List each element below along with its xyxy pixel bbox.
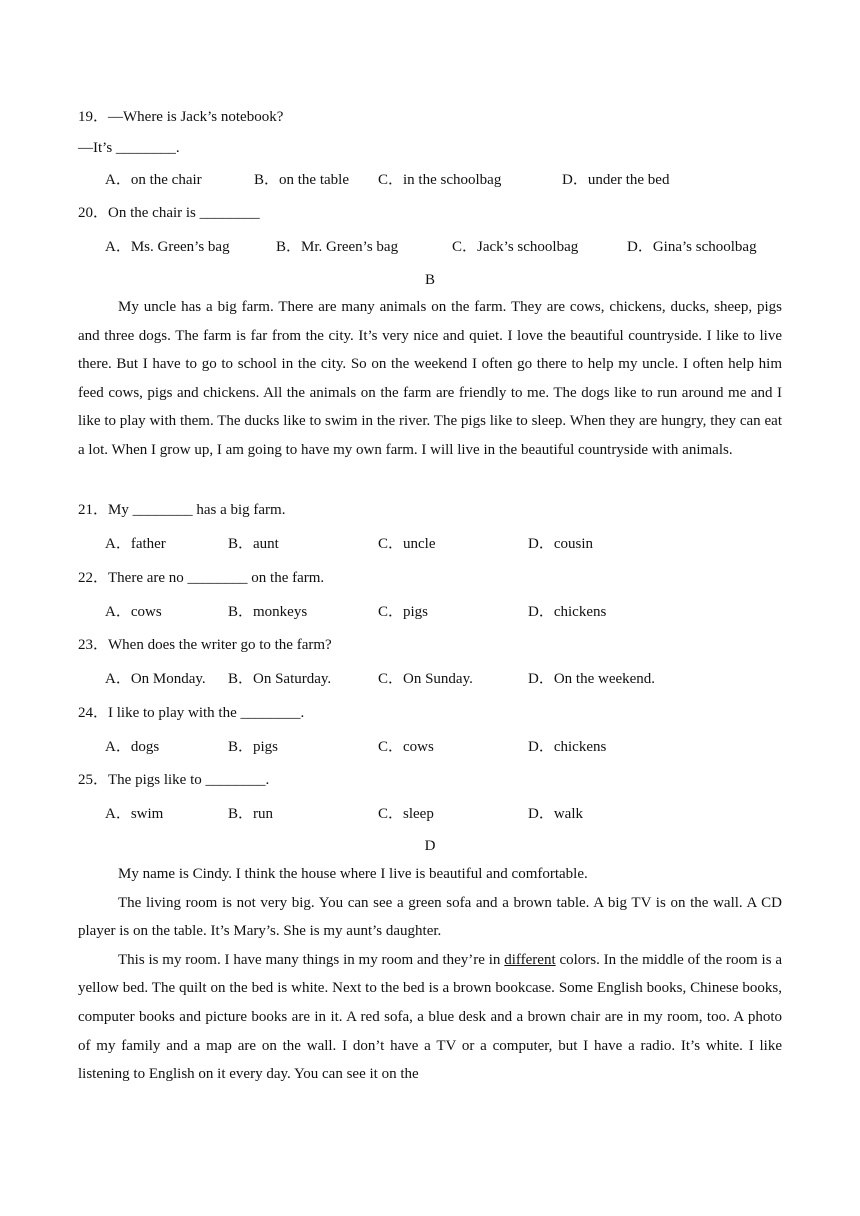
question-19-option-b: B．on the table [254,172,349,188]
section-d-paragraph-1: My name is Cindy. I think the house where I live is beautiful and comfortable. [118,866,588,882]
question-22-option-a: A．cows [105,604,162,620]
question-20-option-b: B．Mr. Green’s bag [276,239,399,255]
section-b-passage [78,293,782,465]
question-20-stem: 20．On the chair is ________ [78,205,260,221]
paragraph-3-text-start: This is my room. I have many things in my room and they’re in [118,951,505,968]
paragraph-3-text-end: colors. In the middle of the room is a yellow bed. The quilt on the bed is white. Next to the bed is a brown bookcase. Some English books, Chinese books, computer books and picture books are in it. A red sofa, a blue desk and a brown chair are in my room, too. A photo of my family and a map are on the wall. I don’t have a TV or a computer, but I have a radio. It’s white. I like listening to English on it every day. You can see it on the [78,951,782,1083]
question-24-option-c: C．cows [378,739,434,755]
section-d-paragraph-3 [78,946,782,1089]
section-d-paragraph-2: The living room is not very big. You can see a green sofa and a brown table. A big TV is on the wall. A CD player is on the table. It’s Mary’s. She is my aunt’s daughter. [78,894,782,940]
question-22-option-b: B．monkeys [228,604,308,620]
question-19-stem: 19．—Where is Jack’s notebook? [78,109,284,125]
question-23-stem: 23．When does the writer go to the farm? [78,637,332,653]
question-23-option-b: B．On Saturday. [228,671,332,687]
question-21-option-d: D．cousin [528,536,593,552]
question-24-stem: 24．I like to play with the ________. [78,705,305,721]
question-25-stem: 25．The pigs like to ________. [78,772,270,788]
question-25-option-c: C．sleep [378,806,434,822]
question-21-stem: 21．My ________ has a big farm. [78,502,286,518]
section-d-heading: D [424,838,436,854]
question-24-option-a: A．dogs [105,739,160,755]
question-22-stem: 22．There are no ________ on the farm. [78,570,325,586]
question-20-option-a: A．Ms. Green’s bag [105,239,230,255]
question-20-option-c: C．Jack’s schoolbag [452,239,579,255]
question-20-option-d: D．Gina’s schoolbag [627,239,757,255]
section-d-passage [78,860,782,1089]
question-25-option-d: D．walk [528,806,583,822]
question-23-option-c: C．On Sunday. [378,671,473,687]
section-b-paragraph: My uncle has a big farm. There are many animals on the farm. They are cows, chickens, ducks, sheep, pigs and three dogs. The farm is far from the city. It’s very nice and quiet. I love the beautiful countryside. I like to live there. But I have to go to school in the city. So on the weekend I often go there to help my uncle. I often help him feed cows, pigs and chickens. All the animals on the farm are friendly to me. The dogs like to run around me and I like to play with them. The ducks like to swim in the river. The pigs like to sleep. When they are hungry, they can eat a lot. When I grow up, I am going to have my own farm. I will live in the beautiful countryside with animals. [78,299,782,458]
question-23-option-d: D．On the weekend. [528,671,656,687]
question-19-answer-line: —It’s ________. [78,140,180,156]
question-22-option-c: C．pigs [378,604,429,620]
question-21-option-b: B．aunt [228,536,279,552]
question-24-option-d: D．chickens [528,739,607,755]
question-25-option-b: B．run [228,806,274,822]
question-21-option-c: C．uncle [378,536,436,552]
question-24-option-b: B．pigs [228,739,279,755]
question-19-option-a: A．on the chair [105,172,202,188]
question-19-option-c: C．in the schoolbag [378,172,502,188]
underlined-word: different [504,951,556,968]
section-b-heading: B [424,272,435,288]
question-19-option-d: D．under the bed [562,172,670,188]
question-25-option-a: A．swim [105,806,164,822]
question-23-option-a: A．On Monday. [105,671,206,687]
question-22-option-d: D．chickens [528,604,607,620]
question-21-option-a: A．father [105,536,166,552]
